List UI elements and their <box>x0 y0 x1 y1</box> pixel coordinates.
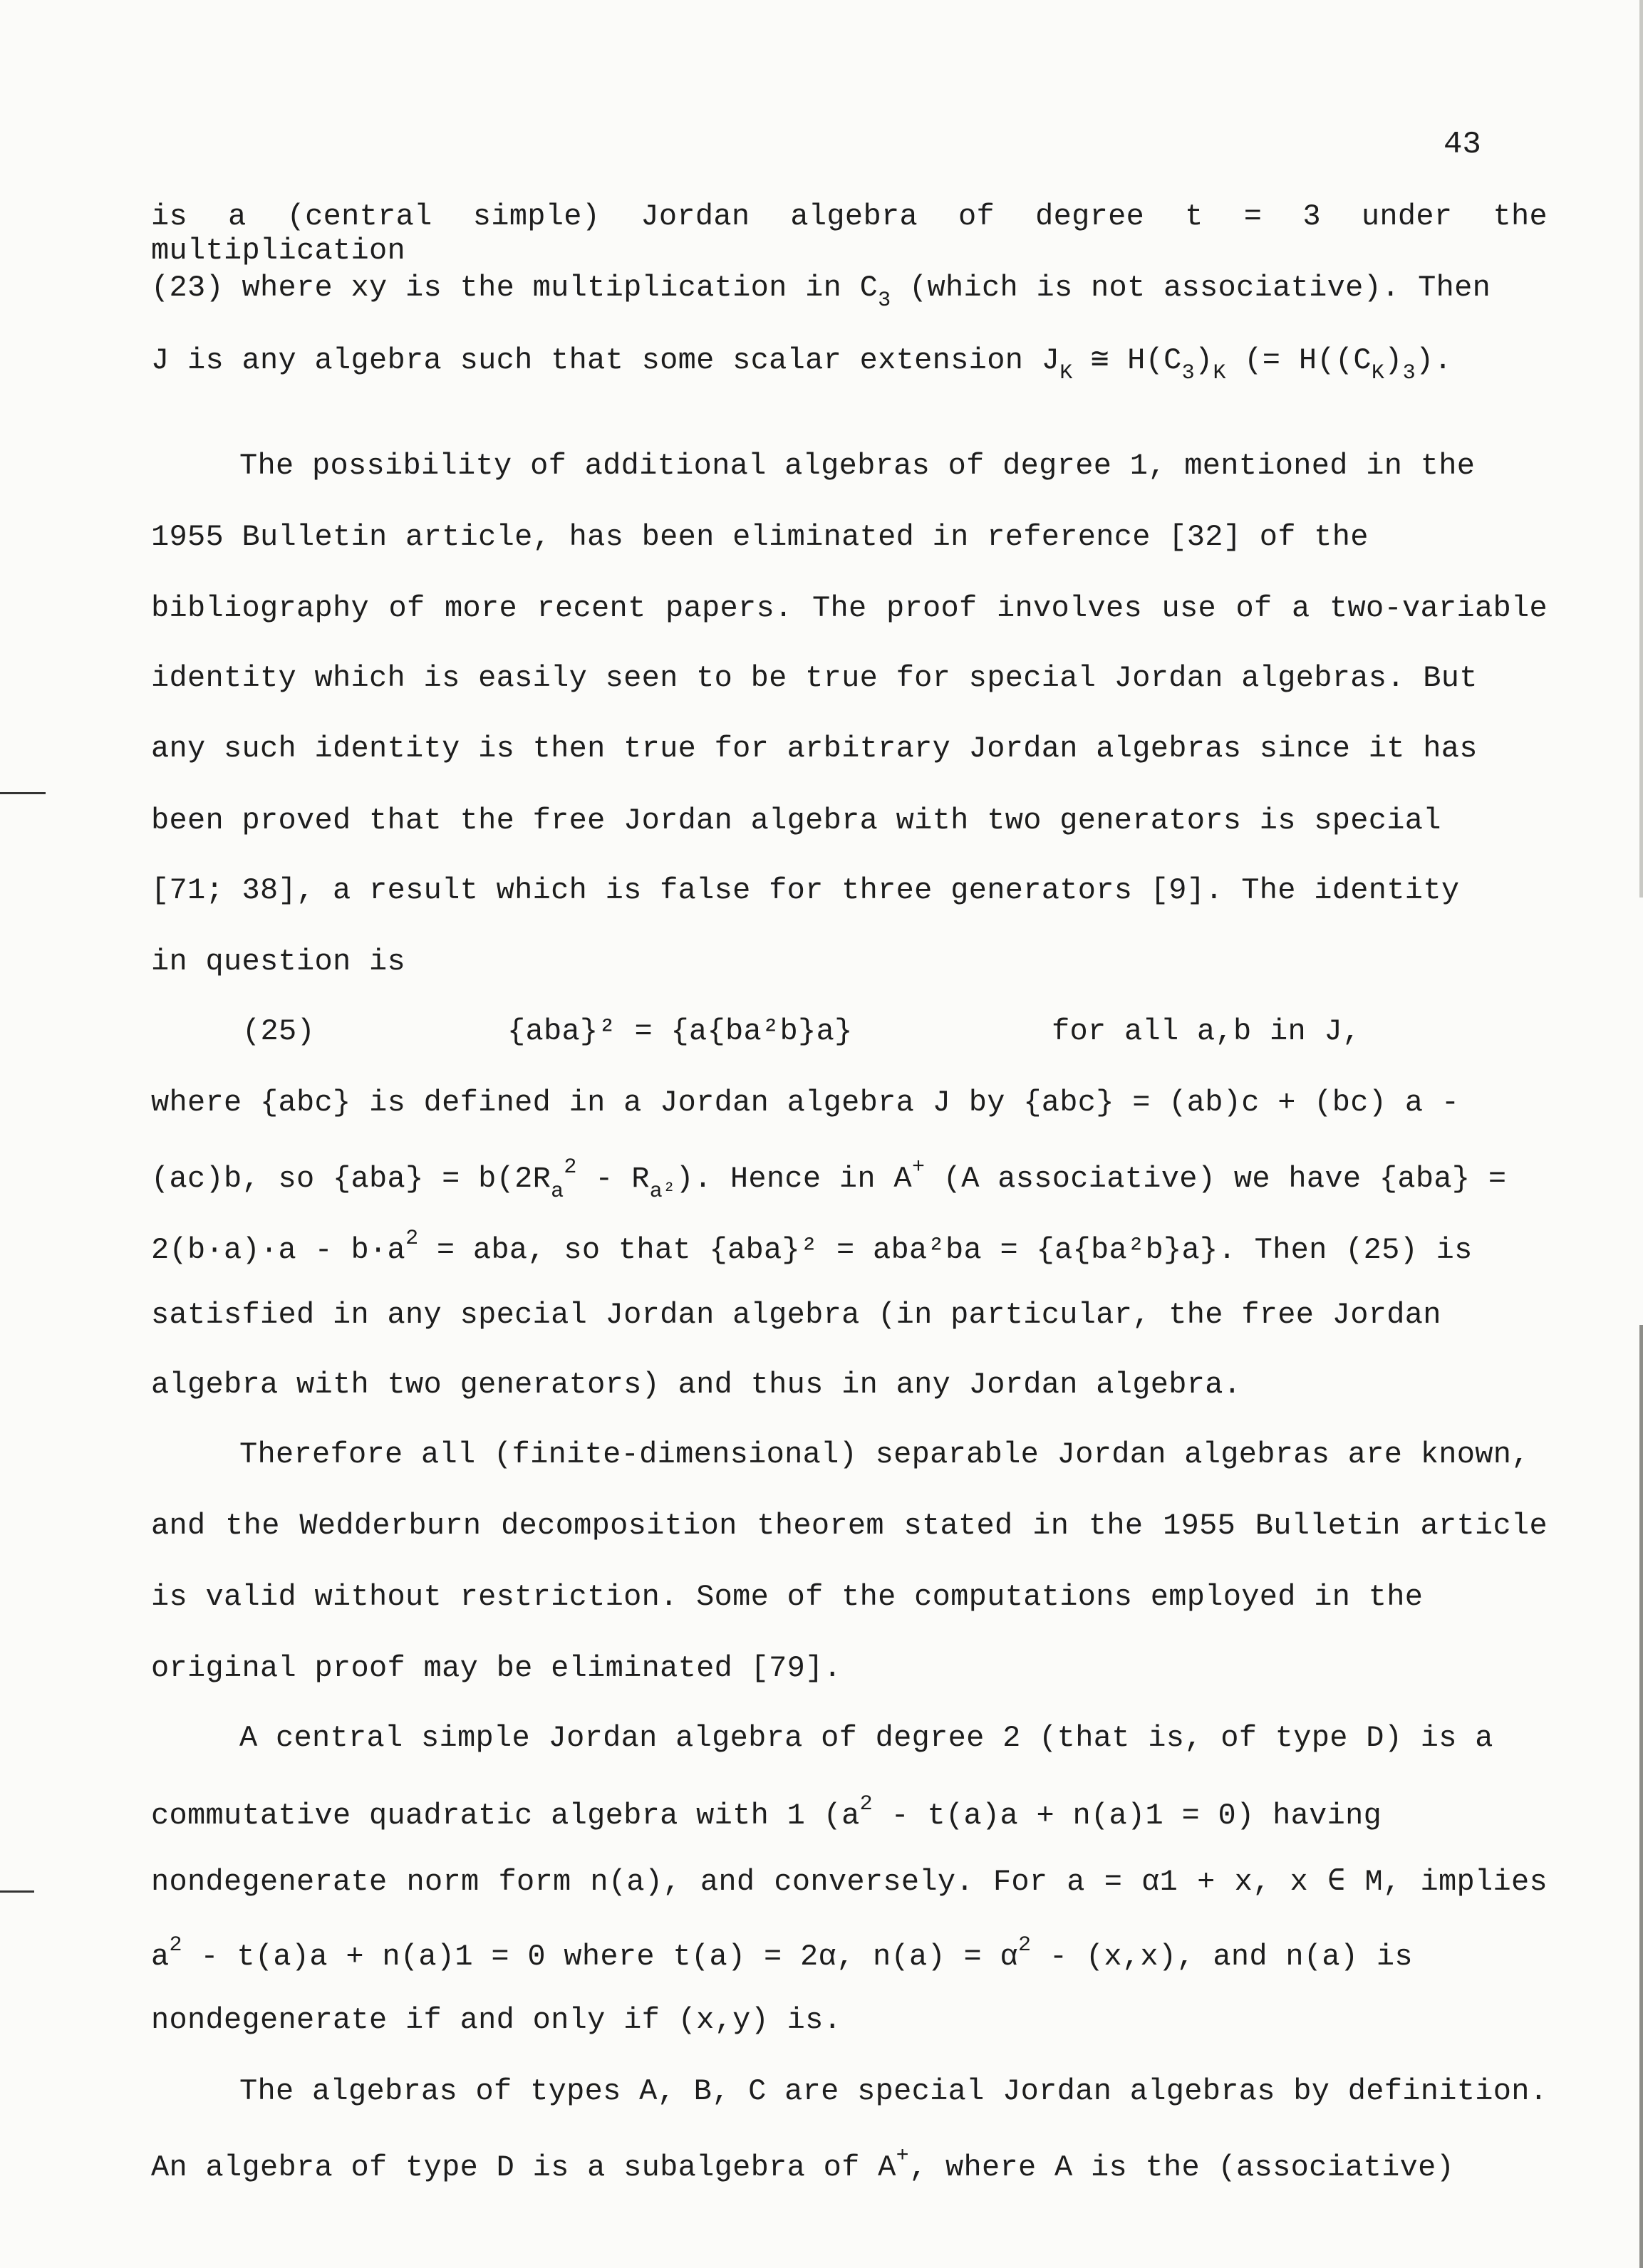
paragraph-4-line-4: $a^2 - t(a)a + n(a)1 = 0$ where t(a) = 2α, $n(a) = \alpha^2 - (x,x)$, and n(a) is <box>151 1933 1413 1974</box>
page-number: 43 <box>1444 127 1481 162</box>
text-line-2: (23) where xy is the multiplication in $C_3$ (which is not associative). Then <box>151 271 1491 313</box>
citation-32: [32] <box>1168 520 1242 554</box>
paragraph-3-line-2: and the Wedderburn decomposition theorem stated in the 1955 Bulletin article <box>151 1509 1548 1543</box>
text-line-15: $2(b\cdot a)\cdot a - b\cdot a^2$ = aba, so that {aba}² = aba²ba = {a{ba²b}a}. Then (25) is <box>151 1227 1473 1267</box>
paragraph-2-line-4: identity which is easily seen to be true for special Jordan algebras. But <box>151 661 1478 695</box>
text-line-1: is a (central simple) Jordan algebra of degree t = 3 under the multiplication <box>151 199 1548 268</box>
paragraph-2-line-1: The possibility of additional algebras of degree 1, mentioned in the <box>239 449 1476 483</box>
scan-margin-mark <box>0 1890 34 1893</box>
paragraph-2-line-6: been proved that the free Jordan algebra with two generators is special <box>151 803 1441 838</box>
paragraph-2-line-7: [71; 38], a result which is false for three generators [9]. The identity <box>151 873 1460 907</box>
citation-79: [79] <box>750 1651 824 1685</box>
paragraph-2-line-8: in question is <box>151 945 406 979</box>
equation-number: (25) <box>242 1014 316 1049</box>
scan-page-edge <box>1639 0 1643 898</box>
text-line-3: J is any algebra such that some scalar extension $J_K$ ≅ $H(C_3)_K$ (= $H((C_K)_3)$. <box>151 343 1452 385</box>
text-line-13: where {abc} is defined in a Jordan algebra J by {abc} = (ab)c + (bc) a - <box>151 1086 1460 1120</box>
paragraph-5-line-1: The algebras of types A, B, C are special Jordan algebras by definition. <box>239 2074 1548 2108</box>
paragraph-4-line-2: commutative quadratic algebra with 1 $(a^2 - t(a)a + n(a)1 = 0)$ having <box>151 1792 1382 1833</box>
text-line-14: (ac)b, so $\{aba\} = b(2R_a^2 - R_{a^2})$. Hence in A+ (A associative) we have {aba} = <box>151 1155 1507 1204</box>
paragraph-3-line-4: original proof may be eliminated [79]. <box>151 1651 842 1685</box>
paragraph-5-line-2: An algebra of type D is a subalgebra of A+, where A is the (associative) <box>151 2144 1455 2185</box>
paragraph-4-line-3: nondegenerate norm form n(a), and conversely. For a = α1 + x, x ∈ M, implies <box>151 1865 1548 1899</box>
scan-page-edge <box>1639 1325 1643 2268</box>
paragraph-3-line-3: is valid without restriction. Some of the computations employed in the <box>151 1580 1424 1614</box>
paragraph-3-line-1: Therefore all (finite-dimensional) separable Jordan algebras are known, <box>239 1437 1530 1472</box>
text-line-17: algebra with two generators) and thus in any Jordan algebra. <box>151 1368 1242 1402</box>
paragraph-4-line-5: nondegenerate if and only if (x,y) is. <box>151 2003 842 2037</box>
equation-condition: for all a,b in J, <box>1052 1014 1361 1049</box>
citation-71-38: [71; 38] <box>151 873 297 907</box>
text-line-16: satisfied in any special Jordan algebra (in particular, the free Jordan <box>151 1298 1441 1332</box>
equation-body: {aba}² = {a{ba²b}a} <box>507 1014 853 1049</box>
citation-9: [9] <box>1150 873 1206 907</box>
paragraph-4-line-1: A central simple Jordan algebra of degree 2 (that is, of type D) is a <box>239 1721 1493 1755</box>
scan-margin-mark <box>0 792 46 794</box>
paragraph-2-line-2: 1955 Bulletin article, has been eliminated in reference [32] of the <box>151 520 1369 554</box>
paragraph-2-line-5: any such identity is then true for arbitrary Jordan algebras since it has <box>151 732 1478 766</box>
paragraph-2-line-3: bibliography of more recent papers. The proof involves use of a two-variable <box>151 591 1548 625</box>
